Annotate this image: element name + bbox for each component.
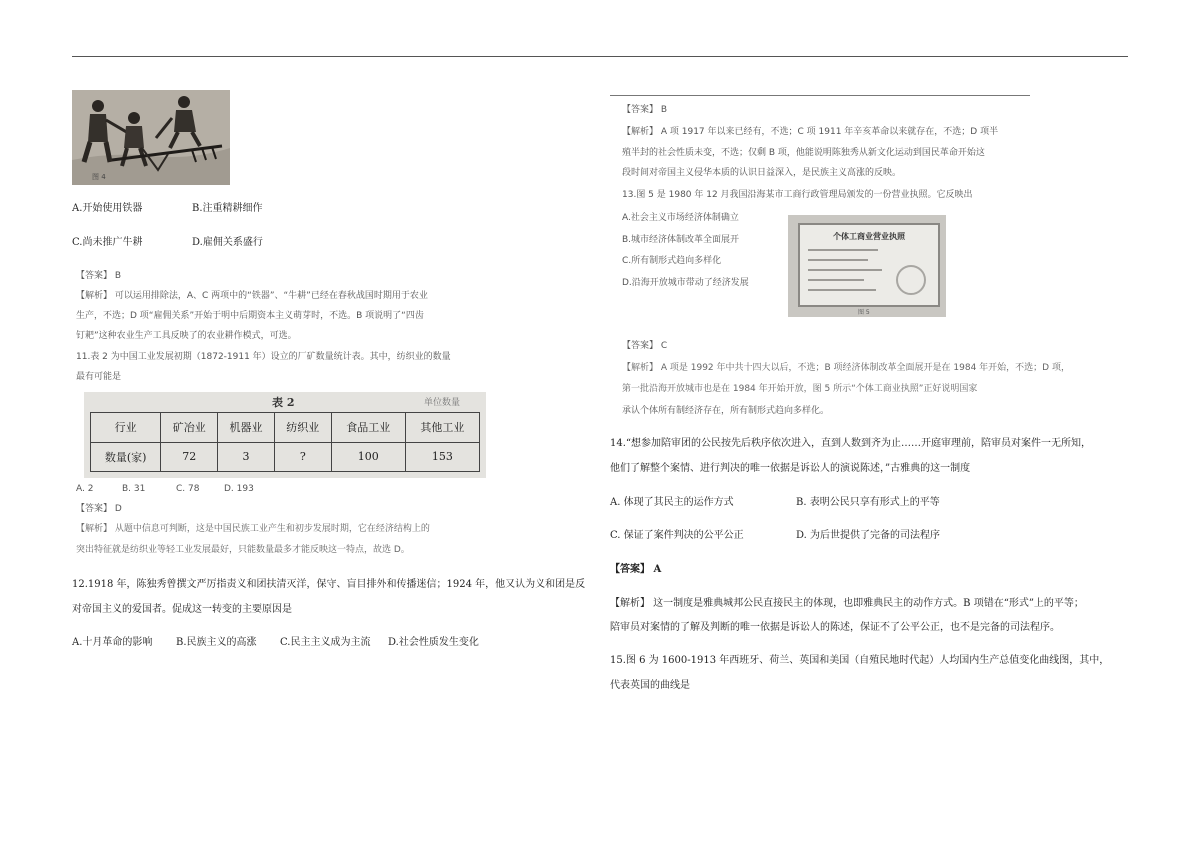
q13-analysis-line-1: 【解析】 A 项是 1992 年中共十四大以后，不选；B 项经济体制改革全面展开是在 1984 年开始，不选；D 项， bbox=[622, 363, 1070, 373]
table-2-cell: 72 bbox=[161, 442, 218, 472]
q10-analysis-line-2: 生产，不选；D 项“雇佣关系”开始于明中后期资本主义萌芽时，不选。B 项说明了“四齿 bbox=[76, 311, 424, 321]
q13-option-b[interactable]: B.城市经济体制改革全面展开 bbox=[622, 235, 740, 245]
q13-stem: 13.图 5 是 1980 年 12 月我国沿海某市工商行政管理局颁发的一份营业执照。它反映出 bbox=[622, 190, 973, 200]
licence-title: 个体工商业营业执照 bbox=[833, 231, 905, 241]
q11-option-c[interactable]: C. 78 bbox=[176, 484, 200, 494]
q12-stem-line-1: 12.1918 年，陈独秀曾撰文严厉指责义和团扶清灭洋，保守、盲目排外和传播迷信；1924 年，他又认为义和团是反 bbox=[72, 579, 586, 590]
licence-card bbox=[798, 223, 940, 307]
table-2-image bbox=[84, 392, 486, 478]
q13-analysis-line-3: 承认个体所有制经济存在，所有制形式趋向多样化。 bbox=[622, 406, 830, 416]
figure-4-farming-image bbox=[72, 90, 230, 185]
q12-option-a[interactable]: A.十月革命的影响 bbox=[72, 637, 153, 648]
table-2-header-row bbox=[91, 413, 480, 443]
q10-analysis-line-1: 【解析】 可以运用排除法，A、C 两项中的“铁器”、“牛耕”已经在春秋战国时期用于农业 bbox=[76, 291, 428, 301]
q14-option-c[interactable]: C. 保证了案件判决的公平公正 bbox=[610, 530, 744, 541]
licence-row-line bbox=[808, 269, 882, 271]
q15-stem-line-2: 代表英国的曲线是 bbox=[610, 680, 690, 691]
q10-analysis-line-3: 钉耙”这种农业生产工具反映了的农业耕作模式，可选。 bbox=[76, 331, 297, 341]
table-2-cell: 3 bbox=[218, 442, 275, 472]
q11-analysis-line-2: 突出特征就是纺织业等轻工业发展最好，只能数量最多才能反映这一特点，故选 D。 bbox=[76, 545, 410, 555]
q12-stem-line-2: 对帝国主义的爱国者。促成这一转变的主要原因是 bbox=[72, 604, 292, 615]
q11-stem-line-1: 11.表 2 为中国工业发展初期（1872-1911 年）设立的厂矿数量统计表。其中，纺织业的数量 bbox=[76, 352, 451, 362]
q10-option-d[interactable]: D.雇佣关系盛行 bbox=[192, 237, 263, 248]
q14-analysis-line-1: 【解析】 这一制度是雅典城邦公民直接民主的体现，也即雅典民主的动作方式。B 项错在“形式”上的平等； bbox=[610, 598, 1084, 609]
right-column-rule bbox=[610, 95, 1030, 96]
q14-answer: 【答案】 A bbox=[610, 564, 662, 575]
q11-analysis-line-1: 【解析】 从题中信息可判断，这是中国民族工业产生和初步发展时期，它在经济结构上的 bbox=[76, 524, 430, 534]
q12-analysis-line-1: 【解析】 A 项 1917 年以来已经有，不选；C 项 1911 年辛亥革命以来就存在，不选；D 项半 bbox=[622, 127, 999, 137]
q11-answer: 【答案】 D bbox=[76, 504, 122, 514]
q12-analysis-line-2: 殖半封的社会性质未变，不选；仅剩 B 项，他能说明陈独秀从新文化运动到国民革命开始这 bbox=[622, 148, 985, 158]
q11-stem-line-2: 最有可能是 bbox=[76, 372, 122, 382]
table-2-title: 表 2 bbox=[272, 396, 295, 409]
stamp-icon bbox=[896, 265, 926, 295]
figure-4-caption: 图 4 bbox=[92, 173, 106, 181]
q10-option-c[interactable]: C.尚未推广牛耕 bbox=[72, 237, 143, 248]
q10-answer: 【答案】 B bbox=[76, 271, 122, 281]
q13-answer: 【答案】 C bbox=[622, 341, 668, 351]
q12-option-d[interactable]: D.社会性质发生变化 bbox=[388, 637, 479, 648]
q11-option-a[interactable]: A. 2 bbox=[76, 484, 94, 494]
q13-analysis-line-2: 第一批沿海开放城市也是在 1984 年开始开放，图 5 所示“个体工商业执照”正好说明国家 bbox=[622, 384, 978, 394]
q14-analysis-line-2: 陪审员对案情的了解及判断的唯一依据是诉讼人的陈述，保证不了公平公正，也不是完备的司法程序。 bbox=[610, 622, 1060, 633]
q10-option-b[interactable]: B.注重精耕细作 bbox=[192, 203, 263, 214]
table-2-header-cell: 食品工业 bbox=[331, 413, 405, 443]
q12-answer: 【答案】 B bbox=[622, 105, 668, 115]
table-2-header-cell: 机器业 bbox=[218, 413, 275, 443]
licence-row-line bbox=[808, 249, 878, 251]
table-2-header-cell: 矿冶业 bbox=[161, 413, 218, 443]
table-2-header-cell: 行业 bbox=[91, 413, 161, 443]
licence-row-line bbox=[808, 259, 868, 261]
figure-5-caption: 图 5 bbox=[858, 309, 870, 316]
q14-stem-line-2: 他们了解整个案情、进行判决的唯一依据是诉讼人的演说陈述，”古雅典的这一制度 bbox=[610, 463, 971, 474]
licence-row-line bbox=[808, 279, 864, 281]
q11-option-d[interactable]: D. 193 bbox=[224, 484, 254, 494]
farming-illustration-icon bbox=[72, 90, 230, 185]
q14-option-a[interactable]: A. 体现了其民主的运作方式 bbox=[610, 497, 734, 508]
page-top-rule bbox=[72, 56, 1128, 57]
table-2-data-row bbox=[91, 442, 480, 472]
q10-option-a[interactable]: A.开始使用铁器 bbox=[72, 203, 143, 214]
figure-5-licence-image bbox=[788, 215, 946, 317]
table-2-header-cell: 其他工业 bbox=[405, 413, 479, 443]
q14-option-b[interactable]: B. 表明公民只享有形式上的平等 bbox=[796, 497, 940, 508]
q12-option-b[interactable]: B.民族主义的高涨 bbox=[176, 637, 257, 648]
table-2-header-cell: 纺织业 bbox=[274, 413, 331, 443]
table-2-cell: 数量(家) bbox=[91, 442, 161, 472]
q13-option-c[interactable]: C.所有制形式趋向多样化 bbox=[622, 256, 722, 266]
table-2-note: 单位数量 bbox=[424, 398, 461, 408]
q14-stem-line-1: 14.“想参加陪审团的公民按先后秩序依次进入，直到人数到齐为止……开庭审理前，陪审员对案件一无所知， bbox=[610, 438, 1092, 449]
q11-option-b[interactable]: B. 31 bbox=[122, 484, 146, 494]
table-2 bbox=[90, 412, 480, 472]
q13-option-a[interactable]: A.社会主义市场经济体制确立 bbox=[622, 213, 739, 223]
q14-option-d[interactable]: D. 为后世提供了完备的司法程序 bbox=[796, 530, 941, 541]
table-2-cell: 100 bbox=[331, 442, 405, 472]
q15-stem-line-1: 15.图 6 为 1600-1913 年西班牙、荷兰、英国和美国（自殖民地时代起）人均国内生产总值变化曲线图，其中， bbox=[610, 655, 1110, 666]
table-2-cell: ? bbox=[274, 442, 331, 472]
q12-option-c[interactable]: C.民主主义成为主流 bbox=[280, 637, 371, 648]
table-2-cell: 153 bbox=[405, 442, 479, 472]
q13-option-d[interactable]: D.沿海开放城市带动了经济发展 bbox=[622, 278, 749, 288]
q12-analysis-line-3: 段时间对帝国主义侵华本质的认识日益深入，是民族主义高涨的反映。 bbox=[622, 168, 902, 178]
licence-row-line bbox=[808, 289, 876, 291]
